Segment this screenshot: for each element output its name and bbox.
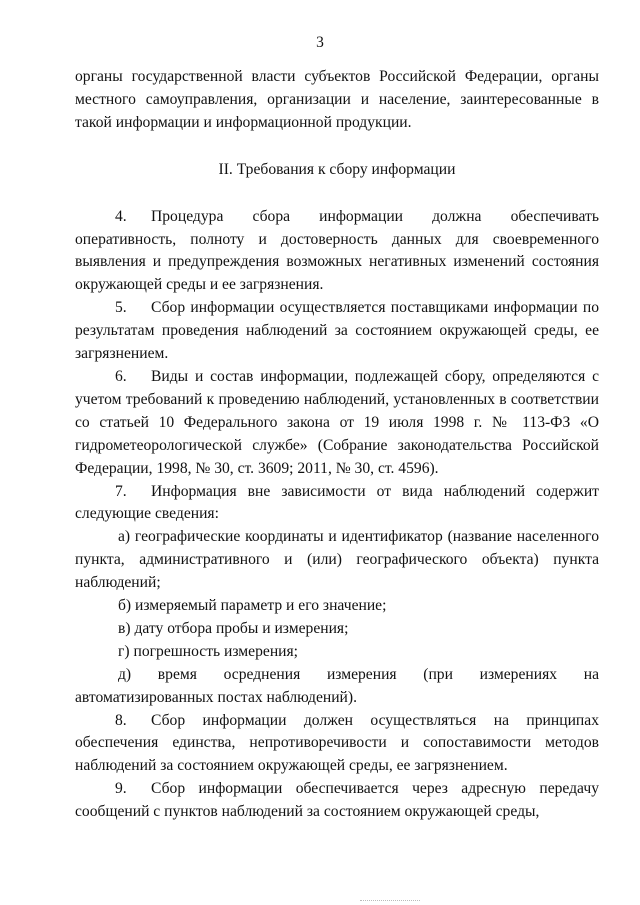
item-number: 9. bbox=[115, 780, 127, 798]
item-text: Сбор информации обеспечивается через адресную передачу сообщений с пунктов наблюдений за состоянием окружающей среды, bbox=[75, 780, 599, 821]
item-paragraph bbox=[75, 778, 599, 824]
item-paragraph bbox=[75, 206, 599, 298]
item-paragraph bbox=[75, 366, 599, 481]
item-paragraph bbox=[75, 297, 599, 366]
subitem-paragraph: д) время осреднения измерения (при измерениях на автоматизированных постах наблюдений). bbox=[75, 665, 599, 706]
document-body bbox=[75, 66, 599, 824]
item-number: 6. bbox=[115, 367, 127, 385]
item-text: Процедура сбора информации должна обеспечивать оперативность, полноту и достоверность данных для своевременного выявления и предупреждения возможных негативных изменений состояния окружающей среды и ее загрязнения. bbox=[75, 207, 599, 294]
page-number: 3 bbox=[316, 34, 324, 51]
subitem-paragraph: б) измеряемый параметр и его значение; bbox=[118, 597, 387, 615]
subitem-paragraph: а) географические координаты и идентификатор (название населенного пункта, административного и (или) географического объекта) пункта наблюдений; bbox=[75, 528, 599, 592]
scan-artifact-divider bbox=[360, 900, 420, 903]
item-text: Сбор информации должен осуществляться на принципах обеспечения единства, непротиворечивости и сопоставимости методов наблюдений за состоянием окружающей среды, ее загрязнением. bbox=[75, 711, 599, 775]
item-paragraph bbox=[75, 710, 599, 779]
item-text: Сбор информации осуществляется поставщиками информации по результатам проведения наблюдений за состоянием окружающей среды, ее загрязнением. bbox=[75, 299, 599, 363]
item-number: 8. bbox=[115, 711, 127, 729]
section-heading: II. Требования к сбору информации bbox=[218, 160, 456, 178]
subitem-paragraph: в) дату отбора пробы и измерения; bbox=[118, 619, 349, 637]
item-paragraph bbox=[75, 481, 599, 527]
item-text: Информация вне зависимости от вида наблюдений содержит следующие сведения: bbox=[75, 482, 599, 523]
item-number: 4. bbox=[115, 207, 127, 225]
item-number: 7. bbox=[115, 482, 127, 500]
item-number: 5. bbox=[115, 299, 127, 317]
subitem-paragraph: г) погрешность измерения; bbox=[118, 642, 299, 660]
intro-paragraph: органы государственной власти субъектов Российской Федерации, органы местного самоуправления, организации и население, заинтересованные в такой информации и информационной продукции. bbox=[75, 68, 599, 131]
item-text: Виды и состав информации, подлежащей сбору, определяются с учетом требований к проведению наблюдений, установленных в соответствии со статьей 10 Федерального закона от 19 июля 1998 г. № 113-ФЗ «О гидрометеорологической службе» (Собрание законодательства Российской Федерации, 1998, № 30, ст. 3609; 2011, № 30, ст. 4596). bbox=[75, 367, 599, 477]
